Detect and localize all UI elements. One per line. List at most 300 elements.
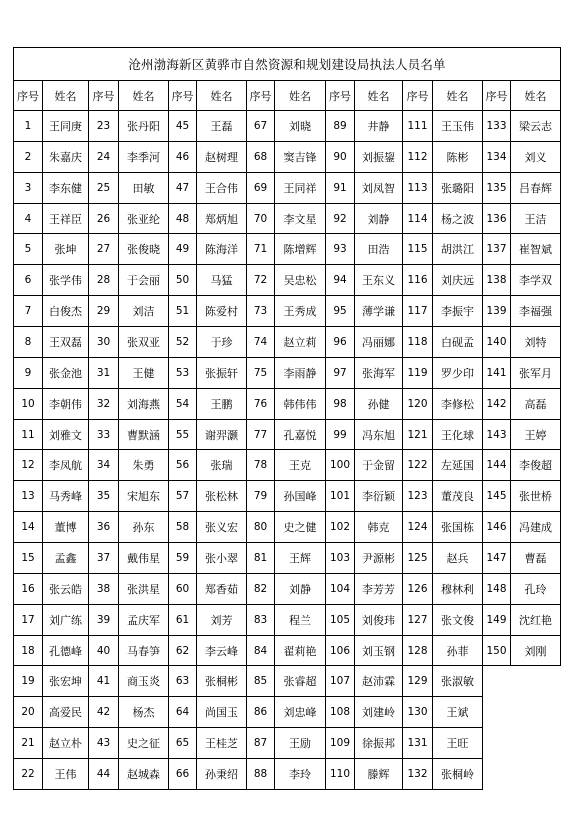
serial-number-cell: 125 (403, 543, 433, 574)
name-cell: 刘庆远 (433, 265, 483, 296)
name-cell: 朱勇 (119, 450, 169, 481)
name-cell: 王伟 (43, 759, 89, 790)
serial-number-cell: 51 (169, 296, 197, 327)
header-name: 姓名 (275, 81, 326, 111)
serial-number-cell: 1 (14, 111, 43, 142)
name-cell: 陈爱村 (197, 296, 247, 327)
name-cell: 陈海洋 (197, 234, 247, 265)
serial-number-cell: 80 (247, 512, 275, 543)
serial-number-cell: 137 (483, 234, 511, 265)
name-cell: 白砚孟 (433, 327, 483, 358)
serial-number-cell: 53 (169, 357, 197, 388)
serial-number-cell: 100 (326, 450, 355, 481)
serial-number-cell: 90 (326, 141, 355, 172)
name-cell: 谢羿灏 (197, 419, 247, 450)
serial-number-cell: 126 (403, 573, 433, 604)
name-cell: 孔嘉悦 (275, 419, 326, 450)
name-cell: 赵立莉 (275, 327, 326, 358)
serial-number-cell: 81 (247, 543, 275, 574)
serial-number-cell: 48 (169, 203, 197, 234)
serial-number-cell: 96 (326, 327, 355, 358)
serial-number-cell: 132 (403, 759, 433, 790)
name-cell: 张璐阳 (433, 172, 483, 203)
name-cell: 李东健 (43, 172, 89, 203)
name-cell: 李雨静 (275, 357, 326, 388)
serial-number-cell: 131 (403, 728, 433, 759)
name-cell: 刘广练 (43, 604, 89, 635)
serial-number-cell: 64 (169, 697, 197, 728)
serial-number-cell: 122 (403, 450, 433, 481)
name-cell: 吴忠松 (275, 265, 326, 296)
serial-number-cell: 109 (326, 728, 355, 759)
name-cell: 张丹阳 (119, 111, 169, 142)
name-cell: 王合伟 (197, 172, 247, 203)
table-row (14, 265, 561, 296)
serial-number-cell: 128 (403, 635, 433, 666)
table-row (14, 573, 561, 604)
name-cell: 王旺 (433, 728, 483, 759)
header-name: 姓名 (355, 81, 403, 111)
name-cell: 张俊晓 (119, 234, 169, 265)
serial-number-cell: 74 (247, 327, 275, 358)
name-cell: 尚国玉 (197, 697, 247, 728)
name-cell: 张文俊 (433, 604, 483, 635)
serial-number-cell: 83 (247, 604, 275, 635)
serial-number-cell: 13 (14, 481, 43, 512)
table-row (14, 203, 561, 234)
name-cell: 张桐彬 (197, 666, 247, 697)
serial-number-cell: 47 (169, 172, 197, 203)
serial-number-cell: 39 (89, 604, 119, 635)
name-cell: 田浩 (355, 234, 403, 265)
serial-number-cell: 30 (89, 327, 119, 358)
serial-number-cell: 11 (14, 419, 43, 450)
header-name: 姓名 (119, 81, 169, 111)
serial-number-cell: 98 (326, 388, 355, 419)
serial-number-cell: 18 (14, 635, 43, 666)
name-cell: 冯东旭 (355, 419, 403, 450)
serial-number-cell: 10 (14, 388, 43, 419)
serial-number-cell: 79 (247, 481, 275, 512)
name-cell: 王磊 (197, 111, 247, 142)
name-cell: 王励 (275, 728, 326, 759)
name-cell: 戴伟星 (119, 543, 169, 574)
serial-number-cell: 115 (403, 234, 433, 265)
serial-number-cell: 36 (89, 512, 119, 543)
serial-number-cell: 112 (403, 141, 433, 172)
name-cell: 孔玲 (511, 573, 561, 604)
name-cell: 董茂良 (433, 481, 483, 512)
serial-number-cell: 45 (169, 111, 197, 142)
serial-number-cell: 59 (169, 543, 197, 574)
serial-number-cell: 71 (247, 234, 275, 265)
serial-number-cell: 25 (89, 172, 119, 203)
serial-number-cell: 23 (89, 111, 119, 142)
serial-number-cell: 149 (483, 604, 511, 635)
name-cell: 马猛 (197, 265, 247, 296)
serial-number-cell: 106 (326, 635, 355, 666)
name-cell: 王洁 (511, 203, 561, 234)
serial-number-cell: 91 (326, 172, 355, 203)
serial-number-cell: 87 (247, 728, 275, 759)
serial-number-cell: 145 (483, 481, 511, 512)
name-cell: 张松林 (197, 481, 247, 512)
serial-number-cell: 82 (247, 573, 275, 604)
name-cell: 尹源彬 (355, 543, 403, 574)
table-row (14, 296, 561, 327)
serial-number-cell: 118 (403, 327, 433, 358)
serial-number-cell: 19 (14, 666, 43, 697)
name-cell: 孙菲 (433, 635, 483, 666)
name-cell: 刘建岭 (355, 697, 403, 728)
serial-number-cell: 138 (483, 265, 511, 296)
roster-body (14, 111, 561, 790)
serial-number-cell: 35 (89, 481, 119, 512)
name-cell: 王祥臣 (43, 203, 89, 234)
name-cell: 滕辉 (355, 759, 403, 790)
name-cell: 张军月 (511, 357, 561, 388)
name-cell: 李修松 (433, 388, 483, 419)
serial-number-cell: 88 (247, 759, 275, 790)
table-row (14, 111, 561, 142)
name-cell: 韩克 (355, 512, 403, 543)
empty-cell (483, 697, 511, 728)
serial-number-cell: 130 (403, 697, 433, 728)
serial-number-cell: 46 (169, 141, 197, 172)
header-serial-number: 序号 (483, 81, 511, 111)
name-cell: 刘晓 (275, 111, 326, 142)
serial-number-cell: 93 (326, 234, 355, 265)
name-cell: 翟莉艳 (275, 635, 326, 666)
serial-number-cell: 20 (14, 697, 43, 728)
serial-number-cell: 99 (326, 419, 355, 450)
serial-number-cell: 4 (14, 203, 43, 234)
serial-number-cell: 21 (14, 728, 43, 759)
empty-cell (511, 666, 561, 697)
name-cell: 王桂芝 (197, 728, 247, 759)
serial-number-cell: 66 (169, 759, 197, 790)
name-cell: 李福强 (511, 296, 561, 327)
serial-number-cell: 127 (403, 604, 433, 635)
table-row (14, 172, 561, 203)
serial-number-cell: 15 (14, 543, 43, 574)
name-cell: 张双亚 (119, 327, 169, 358)
serial-number-cell: 77 (247, 419, 275, 450)
serial-number-cell: 29 (89, 296, 119, 327)
table-row (14, 666, 561, 697)
name-cell: 左延国 (433, 450, 483, 481)
serial-number-cell: 69 (247, 172, 275, 203)
name-cell: 曹默涵 (119, 419, 169, 450)
name-cell: 王辉 (275, 543, 326, 574)
name-cell: 张桐岭 (433, 759, 483, 790)
serial-number-cell: 113 (403, 172, 433, 203)
serial-number-cell: 14 (14, 512, 43, 543)
name-cell: 张世桥 (511, 481, 561, 512)
name-cell: 王同祥 (275, 172, 326, 203)
serial-number-cell: 110 (326, 759, 355, 790)
serial-number-cell: 24 (89, 141, 119, 172)
serial-number-cell: 86 (247, 697, 275, 728)
serial-number-cell: 120 (403, 388, 433, 419)
serial-number-cell: 40 (89, 635, 119, 666)
name-cell: 商玉炎 (119, 666, 169, 697)
serial-number-cell: 2 (14, 141, 43, 172)
serial-number-cell: 27 (89, 234, 119, 265)
name-cell: 孔德峰 (43, 635, 89, 666)
name-cell: 张振轩 (197, 357, 247, 388)
table-row (14, 327, 561, 358)
name-cell: 刘海燕 (119, 388, 169, 419)
name-cell: 于金留 (355, 450, 403, 481)
empty-cell (511, 759, 561, 790)
name-cell: 张淑敏 (433, 666, 483, 697)
serial-number-cell: 62 (169, 635, 197, 666)
serial-number-cell: 150 (483, 635, 511, 666)
serial-number-cell: 95 (326, 296, 355, 327)
serial-number-cell: 97 (326, 357, 355, 388)
serial-number-cell: 124 (403, 512, 433, 543)
table-row (14, 141, 561, 172)
name-cell: 王鹏 (197, 388, 247, 419)
serial-number-cell: 38 (89, 573, 119, 604)
name-cell: 张国栋 (433, 512, 483, 543)
name-cell: 王同庚 (43, 111, 89, 142)
name-cell: 赵沛霖 (355, 666, 403, 697)
name-cell: 刘静 (275, 573, 326, 604)
name-cell: 刘雅文 (43, 419, 89, 450)
serial-number-cell: 119 (403, 357, 433, 388)
name-cell: 刘俊玮 (355, 604, 403, 635)
name-cell: 李俊超 (511, 450, 561, 481)
name-cell: 曹磊 (511, 543, 561, 574)
serial-number-cell: 16 (14, 573, 43, 604)
serial-number-cell: 135 (483, 172, 511, 203)
serial-number-cell: 22 (14, 759, 43, 790)
empty-cell (511, 728, 561, 759)
serial-number-cell: 101 (326, 481, 355, 512)
serial-number-cell: 52 (169, 327, 197, 358)
serial-number-cell: 85 (247, 666, 275, 697)
serial-number-cell: 50 (169, 265, 197, 296)
personnel-roster-table (13, 47, 561, 790)
serial-number-cell: 78 (247, 450, 275, 481)
serial-number-cell: 58 (169, 512, 197, 543)
name-cell: 史之健 (275, 512, 326, 543)
serial-number-cell: 70 (247, 203, 275, 234)
name-cell: 史之征 (119, 728, 169, 759)
serial-number-cell: 139 (483, 296, 511, 327)
name-cell: 穆林利 (433, 573, 483, 604)
serial-number-cell: 123 (403, 481, 433, 512)
serial-number-cell: 12 (14, 450, 43, 481)
header-row (14, 81, 561, 111)
table-row (14, 419, 561, 450)
serial-number-cell: 76 (247, 388, 275, 419)
name-cell: 高磊 (511, 388, 561, 419)
serial-number-cell: 105 (326, 604, 355, 635)
name-cell: 沈红艳 (511, 604, 561, 635)
name-cell: 李玲 (275, 759, 326, 790)
name-cell: 赵城森 (119, 759, 169, 790)
name-cell: 于珍 (197, 327, 247, 358)
name-cell: 张义宏 (197, 512, 247, 543)
name-cell: 孟鑫 (43, 543, 89, 574)
name-cell: 李季河 (119, 141, 169, 172)
serial-number-cell: 114 (403, 203, 433, 234)
name-cell: 郑香茹 (197, 573, 247, 604)
name-cell: 刘凤智 (355, 172, 403, 203)
name-cell: 张小翠 (197, 543, 247, 574)
serial-number-cell: 9 (14, 357, 43, 388)
name-cell: 张金池 (43, 357, 89, 388)
serial-number-cell: 133 (483, 111, 511, 142)
serial-number-cell: 142 (483, 388, 511, 419)
table-row (14, 604, 561, 635)
table-row (14, 635, 561, 666)
name-cell: 窦吉锋 (275, 141, 326, 172)
name-cell: 吕春辉 (511, 172, 561, 203)
name-cell: 王婷 (511, 419, 561, 450)
serial-number-cell: 60 (169, 573, 197, 604)
serial-number-cell: 28 (89, 265, 119, 296)
serial-number-cell: 55 (169, 419, 197, 450)
serial-number-cell: 44 (89, 759, 119, 790)
empty-cell (483, 666, 511, 697)
serial-number-cell: 17 (14, 604, 43, 635)
serial-number-cell: 3 (14, 172, 43, 203)
name-cell: 刘洁 (119, 296, 169, 327)
serial-number-cell: 89 (326, 111, 355, 142)
name-cell: 李学双 (511, 265, 561, 296)
serial-number-cell: 140 (483, 327, 511, 358)
name-cell: 崔智斌 (511, 234, 561, 265)
serial-number-cell: 141 (483, 357, 511, 388)
name-cell: 赵立朴 (43, 728, 89, 759)
serial-number-cell: 56 (169, 450, 197, 481)
header-name: 姓名 (433, 81, 483, 111)
name-cell: 刘玉钢 (355, 635, 403, 666)
table-title: 沧州渤海新区黄骅市自然资源和规划建设局执法人员名单 (14, 48, 561, 81)
serial-number-cell: 6 (14, 265, 43, 296)
name-cell: 李芳芳 (355, 573, 403, 604)
name-cell: 李衍颖 (355, 481, 403, 512)
header-serial-number: 序号 (169, 81, 197, 111)
name-cell: 杨杰 (119, 697, 169, 728)
name-cell: 赵兵 (433, 543, 483, 574)
name-cell: 王东义 (355, 265, 403, 296)
serial-number-cell: 94 (326, 265, 355, 296)
serial-number-cell: 103 (326, 543, 355, 574)
table-row (14, 759, 561, 790)
name-cell: 张宏坤 (43, 666, 89, 697)
name-cell: 刘忠峰 (275, 697, 326, 728)
empty-cell (483, 759, 511, 790)
name-cell: 李朝伟 (43, 388, 89, 419)
name-cell: 刘芳 (197, 604, 247, 635)
serial-number-cell: 65 (169, 728, 197, 759)
serial-number-cell: 61 (169, 604, 197, 635)
serial-number-cell: 84 (247, 635, 275, 666)
serial-number-cell: 146 (483, 512, 511, 543)
name-cell: 罗少印 (433, 357, 483, 388)
name-cell: 李凤航 (43, 450, 89, 481)
name-cell: 陈增辉 (275, 234, 326, 265)
serial-number-cell: 92 (326, 203, 355, 234)
serial-number-cell: 63 (169, 666, 197, 697)
serial-number-cell: 107 (326, 666, 355, 697)
serial-number-cell: 143 (483, 419, 511, 450)
table-row (14, 450, 561, 481)
name-cell: 王克 (275, 450, 326, 481)
serial-number-cell: 7 (14, 296, 43, 327)
serial-number-cell: 26 (89, 203, 119, 234)
name-cell: 杨之波 (433, 203, 483, 234)
name-cell: 张云皓 (43, 573, 89, 604)
serial-number-cell: 57 (169, 481, 197, 512)
serial-number-cell: 42 (89, 697, 119, 728)
name-cell: 马春笋 (119, 635, 169, 666)
name-cell: 刘刚 (511, 635, 561, 666)
serial-number-cell: 49 (169, 234, 197, 265)
serial-number-cell: 147 (483, 543, 511, 574)
name-cell: 白俊杰 (43, 296, 89, 327)
name-cell: 胡洪江 (433, 234, 483, 265)
name-cell: 刘特 (511, 327, 561, 358)
header-serial-number: 序号 (326, 81, 355, 111)
name-cell: 张洪星 (119, 573, 169, 604)
header-serial-number: 序号 (403, 81, 433, 111)
name-cell: 陈彬 (433, 141, 483, 172)
serial-number-cell: 32 (89, 388, 119, 419)
name-cell: 冯建成 (511, 512, 561, 543)
serial-number-cell: 129 (403, 666, 433, 697)
table-row (14, 357, 561, 388)
table-row (14, 697, 561, 728)
name-cell: 张瑞 (197, 450, 247, 481)
name-cell: 于会丽 (119, 265, 169, 296)
name-cell: 马秀峰 (43, 481, 89, 512)
name-cell: 孟庆军 (119, 604, 169, 635)
name-cell: 徐振邦 (355, 728, 403, 759)
name-cell: 王化球 (433, 419, 483, 450)
serial-number-cell: 148 (483, 573, 511, 604)
serial-number-cell: 116 (403, 265, 433, 296)
name-cell: 朱嘉庆 (43, 141, 89, 172)
table-row (14, 481, 561, 512)
name-cell: 张坤 (43, 234, 89, 265)
name-cell: 薄学谦 (355, 296, 403, 327)
name-cell: 赵树理 (197, 141, 247, 172)
serial-number-cell: 33 (89, 419, 119, 450)
name-cell: 宋旭东 (119, 481, 169, 512)
name-cell: 张学伟 (43, 265, 89, 296)
name-cell: 刘义 (511, 141, 561, 172)
name-cell: 冯丽娜 (355, 327, 403, 358)
serial-number-cell: 5 (14, 234, 43, 265)
table-row (14, 234, 561, 265)
serial-number-cell: 34 (89, 450, 119, 481)
name-cell: 王斌 (433, 697, 483, 728)
serial-number-cell: 117 (403, 296, 433, 327)
serial-number-cell: 72 (247, 265, 275, 296)
name-cell: 李振宇 (433, 296, 483, 327)
serial-number-cell: 104 (326, 573, 355, 604)
name-cell: 韩伟伟 (275, 388, 326, 419)
empty-cell (483, 728, 511, 759)
serial-number-cell: 144 (483, 450, 511, 481)
table-row (14, 512, 561, 543)
